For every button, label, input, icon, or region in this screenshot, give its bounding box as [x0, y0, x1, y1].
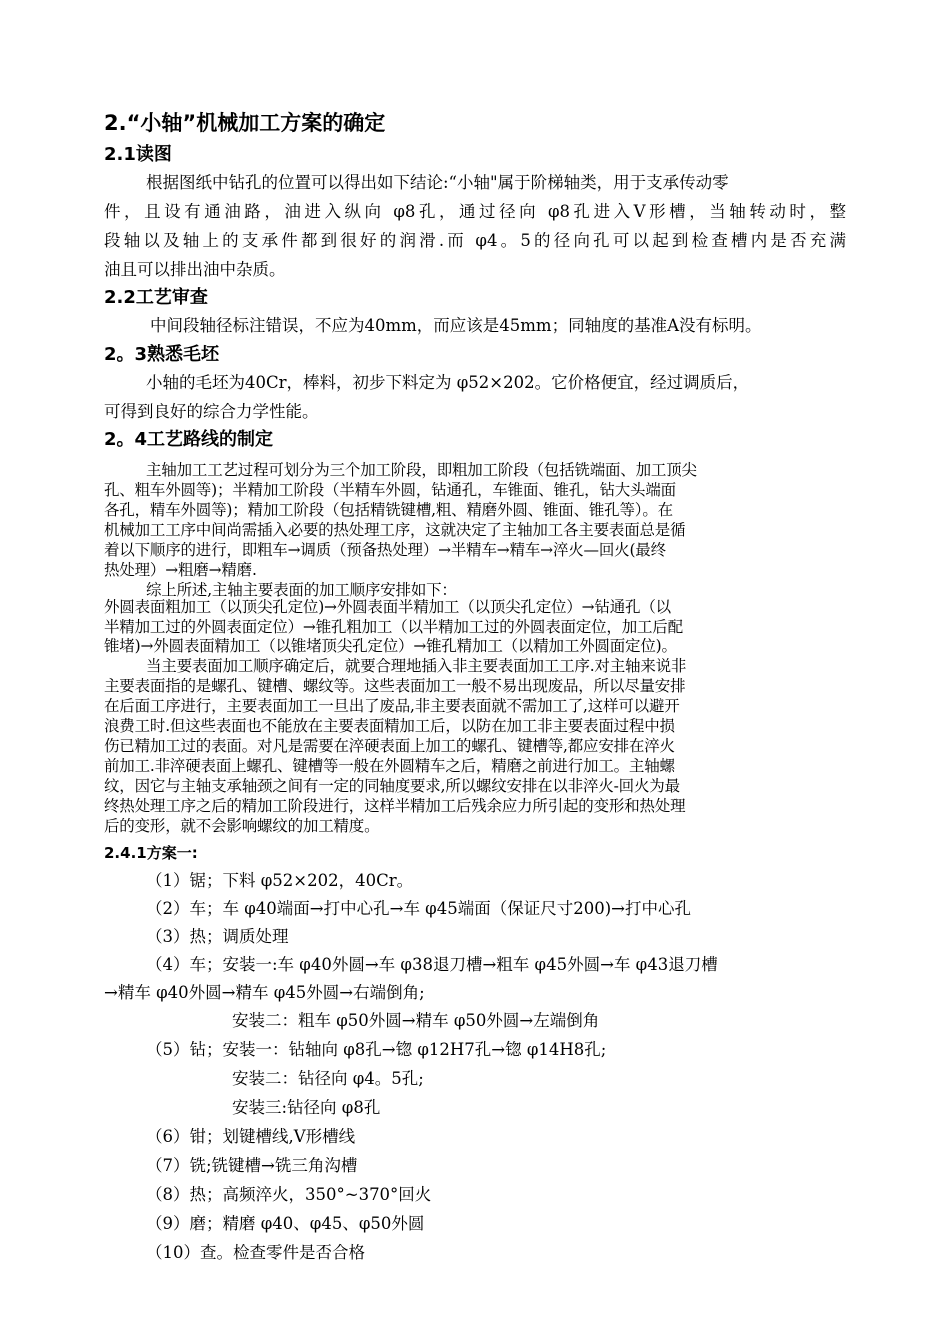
section-heading-2-3: 2。3熟悉毛坯 [104, 344, 220, 365]
paragraph-line: 可得到良好的综合力学性能。 [104, 402, 319, 421]
paragraph-line: 后的变形，就不会影响螺纹的加工精度。 [104, 817, 380, 835]
paragraph-line: 当主要表面加工顺序确定后，就要合理地插入非主要表面加工工序.对主轴来说非 [146, 657, 687, 675]
process-step: 安装二：钻径向 φ4。5孔; [232, 1069, 424, 1088]
section-heading-2-2: 2.2工艺审查 [104, 287, 208, 308]
process-step: （3）热；调质处理 [146, 927, 289, 946]
paragraph-line: 着以下顺序的进行，即粗车→调质（预备热处理）→半精车→精车→淬火—回火(最终 [104, 541, 666, 559]
paragraph-line: 主要表面指的是螺孔、键槽、螺纹等。这些表面加工一般不易出现废品，所以尽量安排 [104, 677, 686, 695]
process-step: 安装三:钻径向 φ8孔 [232, 1098, 381, 1117]
subsection-heading-2-4-1: 2.4.1方案一: [104, 844, 198, 862]
paragraph-line: 半精加工过的外圆表面定位）→锥孔粗加工（以半精加工过的外圆表面定位，加工后配 [104, 618, 683, 636]
paragraph-line: 段轴以及轴上的支承件都到很好的润滑.而 φ4。5的径向孔可以起到检查槽内是否充满 [104, 231, 846, 250]
process-step: （6）钳；划键槽线,V形槽线 [146, 1127, 356, 1146]
page-title: 2.“小轴”机械加工方案的确定 [104, 111, 386, 135]
section-heading-2-4: 2。4工艺路线的制定 [104, 429, 274, 450]
process-step: （2）车；车 φ40端面→打中心孔→车 φ45端面（保证尺寸200)→打中心孔 [146, 899, 691, 918]
paragraph-line: 机械加工工序中间尚需插入必要的热处理工序，这就决定了主轴加工各主要表面总是循 [104, 521, 686, 539]
process-step: （4）车；安装一:车 φ40外圆→车 φ38退刀槽→粗车 φ45外圆→车 φ43退刀槽 [146, 955, 718, 974]
paragraph-line: 前加工.非淬硬表面上螺孔、键槽等一般在外圆精车之后，精磨之前进行加工。主轴螺 [104, 757, 675, 775]
process-step: （7）铣;铣键槽→铣三角沟槽 [146, 1156, 358, 1175]
paragraph-line: 根据图纸中钻孔的位置可以得出如下结论:“小轴"属于阶梯轴类，用于支承传动零 [146, 173, 729, 192]
process-step: 安装二：粗车 φ50外圆→精车 φ50外圆→左端倒角 [232, 1011, 600, 1030]
process-step: （1）锯；下料 φ52×202，40Cr。 [146, 871, 414, 890]
process-step: （10）查。检查零件是否合格 [146, 1243, 365, 1262]
process-step: （5）钻；安装一：钻轴向 φ8孔→锪 φ12H7孔→锪 φ14H8孔; [146, 1040, 607, 1059]
paragraph-line: 各孔，精车外圆等)；精加工阶段（包括精铣键槽,粗、精磨外圆、锥面、锥孔等）。在 [104, 501, 673, 519]
paragraph-line: 孔、粗车外圆等)；半精加工阶段（半精车外圆，钻通孔，车锥面、锥孔，钻大头端面 [104, 481, 676, 499]
paragraph-line: 外圆表面粗加工（以顶尖孔定位)→外圆表面半精加工（以顶尖孔定位）→钻通孔（以 [104, 598, 671, 616]
section-heading-2-1: 2.1读图 [104, 144, 172, 165]
process-step: →精车 φ40外圆→精车 φ45外圆→右端倒角; [104, 983, 425, 1002]
paragraph-line: 主轴加工工艺过程可划分为三个加工阶段，即粗加工阶段（包括铣端面、加工顶尖 [146, 461, 697, 479]
paragraph-line: 浪费工时.但这些表面也不能放在主要表面精加工后，以防在加工非主要表面过程中损 [104, 717, 675, 735]
paragraph-line: 在后面工序进行，主要表面加工一旦出了废品,非主要表面就不需加工了,这样可以避开 [104, 697, 680, 715]
paragraph-line: 伤已精加工过的表面。对凡是需要在淬硬表面上加工的螺孔、键槽等,都应安排在淬火 [104, 737, 675, 755]
paragraph-line: 锥堵)→外圆表面精加工（以锥堵顶尖孔定位）→锥孔精加工（以精加工外圆面定位)。 [104, 637, 677, 655]
paragraph-line: 终热处理工序之后的精加工阶段进行，这样半精加工后残余应力所引起的变形和热处理 [104, 797, 686, 815]
paragraph-line: 综上所述,主轴主要表面的加工顺序安排如下： [146, 581, 457, 599]
paragraph-line: 油且可以排出油中杂质。 [104, 260, 286, 279]
paragraph-line: 热处理）→粗磨→精磨. [104, 561, 257, 579]
paragraph-line: 纹，因它与主轴支承轴颈之间有一定的同轴度要求,所以螺纹安排在以非淬火-回火为最 [104, 777, 680, 795]
process-step: （8）热；高频淬火，350°~370°回火 [146, 1185, 432, 1204]
paragraph-line: 中间段轴径标注错误，不应为40mm，而应该是45mm；同轴度的基准A没有标明。 [150, 316, 762, 335]
process-step: （9）磨；精磨 φ40、φ45、φ50外圆 [146, 1214, 425, 1233]
paragraph-line: 小轴的毛坯为40Cr，棒料，初步下料定为 φ52×202。它价格便宜，经过调质后， [146, 373, 750, 392]
paragraph-line: 件，且设有通油路，油进入纵向 φ8孔，通过径向 φ8孔进入V形槽，当轴转动时，整 [104, 202, 846, 221]
